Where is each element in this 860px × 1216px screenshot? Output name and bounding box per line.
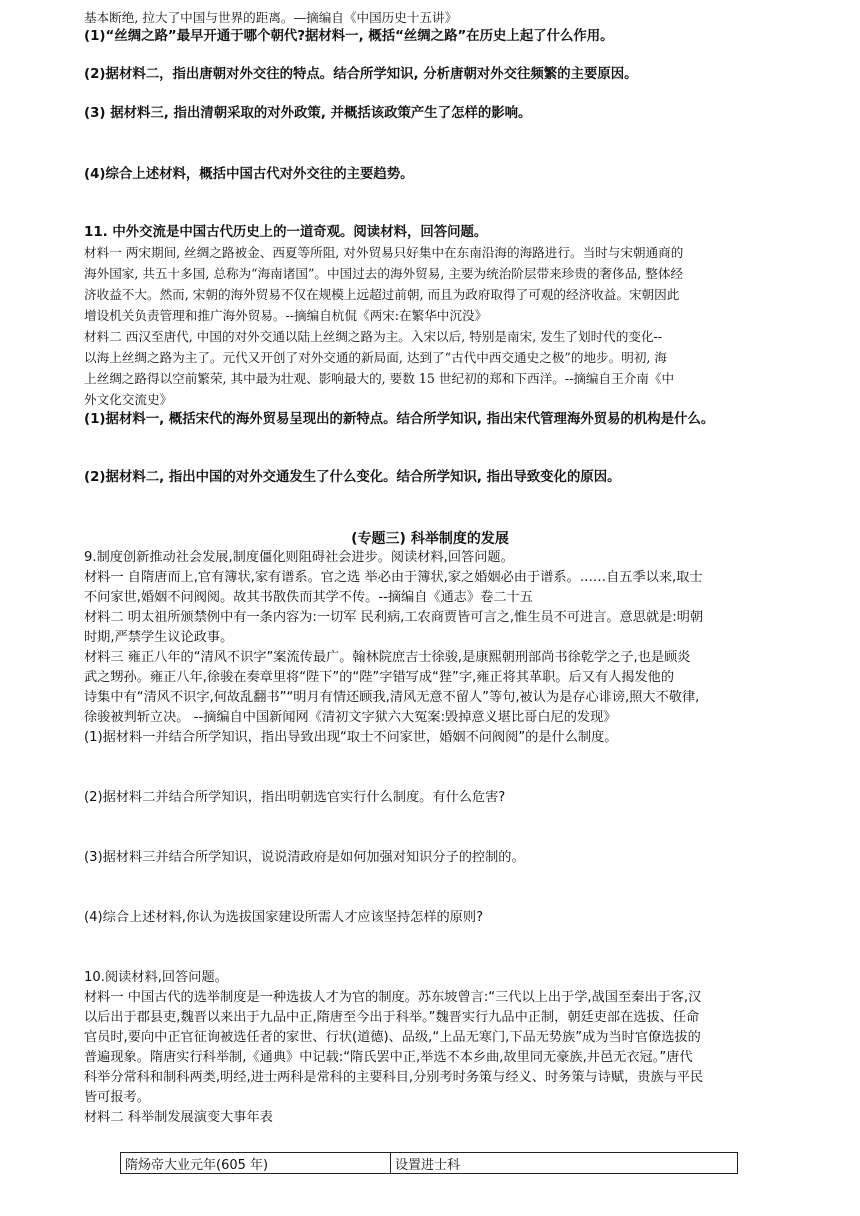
q9-material-2-line: 时期,严禁学生议论政事。	[84, 630, 234, 645]
q11-material-2-line: 外文化交流史》	[84, 392, 173, 407]
q9-material-3-line: 诗集中有“清风不识字,何故乱翻书”“明月有情还顾我,清风无意不留人”等句,被认为是存心诽谤,照大不敬律,	[84, 690, 700, 705]
q11-material-2-line: 材料二 西汉至唐代, 中国的对外交通以陆上丝绸之路为主。入宋以后, 特别是南宋, 发生了划时代的变化--	[84, 329, 663, 344]
q9-material-1-line: 材料一 自隋唐而上,官有簿状,家有谱系。官之选 举必由于簿状,家之婚姻必由于谱系。……自五季以来,取士	[84, 570, 703, 585]
q10-material-2-line: 材料二 科举制发展演变大事年表	[84, 1110, 273, 1125]
q9-question-4: (4)综合上述材料,你认为选拔国家建设所需人才应该坚持怎样的原则?	[84, 910, 484, 925]
q10-title: 10.阅读材料,回答问题。	[84, 970, 228, 985]
chronology-table	[120, 1152, 738, 1174]
q9-title: 9.制度创新推动社会发展,制度僵化则阻碍社会进步。阅读材料,回答问题。	[84, 550, 514, 565]
q9-question-1: (1)据材料一并结合所学知识，指出导致出现“取士不问家世，婚姻不问阀阅”的是什么制度。	[84, 730, 618, 745]
q11-material-2-line: 以海上丝绸之路为主了。元代又开创了对外交通的新局面, 达到了“古代中西交通史之极”的地步。明初, 海	[84, 350, 668, 365]
material-source-line: 基本断绝, 拉大了中国与世界的距离。—摘编自《中国历史十五讲》	[84, 10, 458, 25]
q9-material-3-line: 武之甥孙。雍正八年,徐骏在奏章里将“陛下”的“陛”字错写成“狴”字,雍正将其革职。后又有人揭发他的	[84, 670, 675, 685]
q9-material-3-line: 材料三 雍正八年的“清风不识字”案流传最广。翰林院庶吉士徐骏,是康熙朝刑部尚书徐乾学之子,也是顾炎	[84, 650, 691, 665]
section-heading: (专题三) 科举制度的发展	[351, 531, 509, 547]
q9-question-2: (2)据材料二并结合所学知识，指出明朝选官实行什么制度。有什么危害?	[84, 790, 506, 805]
q11-question-1: (1)据材料一, 概括宋代的海外贸易呈现出的新特点。结合所学知识, 指出宋代管理海外贸易的机构是什么。	[84, 412, 715, 427]
q10-material-1-line: 皆可报考。	[84, 1090, 150, 1105]
q9-material-1-line: 不问家世,婚姻不问阀阅。故其书散佚而其学不传。--摘编自《通志》卷二十五	[84, 590, 533, 605]
q10-material-1-line: 普遍现象。隋唐实行科举制,《通典》中记载:“隋氏罢中正,举选不本乡曲,故里同无豪族,井邑无衣冠。”唐代	[84, 1050, 693, 1065]
table-cell-event: 设置进士科	[391, 1153, 738, 1174]
q11-material-1-line: 海外国家, 共五十多国, 总称为“海南诸国”。中国过去的海外贸易, 主要为统治阶层带来珍贵的奢侈品, 整体经	[84, 266, 684, 281]
question-1: (1)“丝绸之路”最早开通于哪个朝代?据材料一, 概括“丝绸之路”在历史上起了什么作用。	[84, 29, 614, 44]
q10-material-1-line: 科举分常科和制科两类,明经,进士两科是常科的主要科目,分别考时务策与经义、时务策与诗赋，贵族与平民	[84, 1070, 704, 1085]
q11-material-1-line: 增设机关负责管理和推广海外贸易。--摘编自杭侃《两宋:在繁华中沉没》	[84, 308, 488, 323]
q11-material-1-line: 材料一 两宋期间, 丝绸之路被金、西夏等所阻, 对外贸易只好集中在东南沿海的海路进行。当时与宋朝通商的	[84, 245, 684, 260]
q10-material-1-line: 官员时,要向中正官征询被选任者的家世、行状(道德)、品级,“上品无寒门,下品无势族”成为当时官僚选拔的	[84, 1030, 701, 1045]
q11-material-1-line: 济收益不大。然而, 宋朝的海外贸易不仅在规模上远超过前朝, 而且为政府取得了可观的经济收益。宋朝因此	[84, 287, 680, 302]
q9-material-2-line: 材料二 明太祖所颁禁例中有一条内容为:一切军 民利病,工农商贾皆可言之,惟生员不可进言。意思就是:明朝	[84, 610, 704, 625]
q9-material-3-line: 徐骏被判斩立决。 --摘编自中国新闻网《清初文字狱六大冤案:毁掉意义堪比哥白尼的发现》	[84, 710, 617, 725]
q11-question-2: (2)据材料二, 指出中国的对外交通发生了什么变化。结合所学知识, 指出导致变化的原因。	[84, 470, 621, 485]
q10-material-1-line: 材料一 中国古代的选举制度是一种选拔人才为官的制度。苏东坡曾言:“三代以上出于学,战国至秦出于客,汉	[84, 990, 702, 1005]
table-cell-year: 隋炀帝大业元年(605 年)	[121, 1153, 391, 1174]
table-row	[121, 1153, 738, 1174]
q11-material-2-line: 上丝绸之路得以空前繁荣, 其中最为壮观、影响最大的, 要数 15 世纪初的郑和下西洋。--摘编自王介南《中	[84, 371, 675, 386]
q10-material-1-line: 以后出于郡县吏,魏晋以来出于九品中正,隋唐至今出于科举。”魏晋实行九品中正制，朝廷吏部在选拔、任命	[84, 1010, 700, 1025]
question-3: (3) 据材料三, 指出清朝采取的对外政策, 并概括该政策产生了怎样的影响。	[84, 106, 532, 121]
question-4: (4)综合上述材料，概括中国古代对外交往的主要趋势。	[84, 167, 414, 182]
q9-question-3: (3)据材料三并结合所学知识，说说清政府是如何加强对知识分子的控制的。	[84, 850, 525, 865]
question-2: (2)据材料二，指出唐朝对外交往的特点。结合所学知识, 分析唐朝对外交往频繁的主要原因。	[84, 67, 638, 82]
q11-title: 11. 中外交流是中国古代历史上的一道奇观。阅读材料，回答问题。	[84, 225, 488, 240]
